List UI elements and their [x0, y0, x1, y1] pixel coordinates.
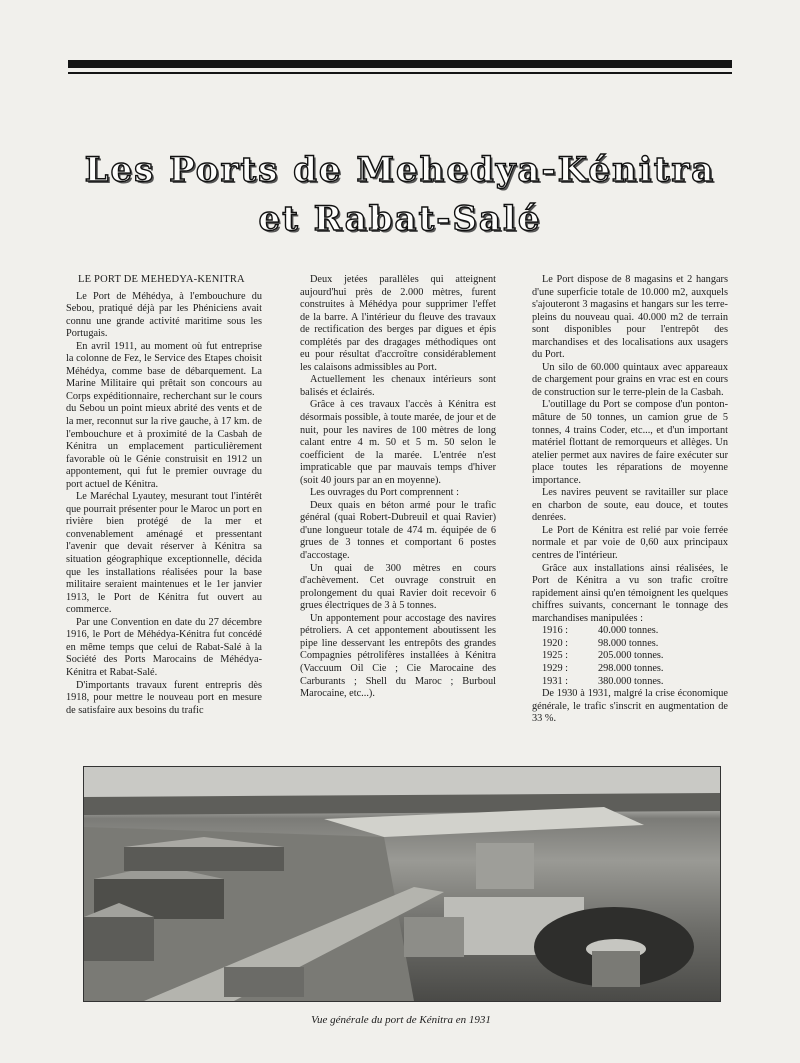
tonnage-year: 1929 :	[542, 662, 569, 674]
tonnage-value: 98.000 tonnes.	[598, 637, 659, 649]
text-column-1	[66, 274, 262, 717]
tonnage-value: 380.000 tonnes.	[598, 675, 664, 687]
tonnage-year: 1920 :	[542, 637, 569, 649]
paragraph: Le Port de Kénitra est relié par voie ferrée normale et par voie de 0,60 aux principaux centres de l'intérieur.	[532, 524, 728, 562]
tonnage-row	[532, 650, 728, 663]
tonnage-row	[532, 663, 728, 676]
tonnage-year: 1925 :	[542, 650, 569, 662]
paragraph: Deux quais en béton armé pour le trafic général (quai Robert-Dubreuil et quai Ravier) d'une longueur totale de 474 m. équipée de 6 grues de 3 tonnes et comportant 6 postes d'accostage.	[300, 499, 496, 562]
paragraph: Deux jetées parallèles qui atteignent aujourd'hui près de 2.000 mètres, furent construites à Méhédya pour supprimer l'effet de la barre. A l'intérieur du fleuve des travaux de rectification des berges par digues et épis complétés par des dragages méthodiques ont eu pour résultat d'accroître considérablement les calaisons admissibles au Port.	[300, 274, 496, 373]
port-photograph	[83, 766, 721, 1002]
port-photograph-illustration	[84, 767, 720, 1001]
paragraph: Le Port dispose de 8 magasins et 2 hangars d'une superficie totale de 10.000 m2, auxquels s'ajouteront 3 magasins et hangars sur les terre-pleins du nouveau quai. 40.000 m2 de terrain sont disponibles pour l'entrepôt des marchandises et des localisations aux usagers du Port.	[532, 274, 728, 361]
tonnage-list	[532, 625, 728, 688]
tonnage-value: 205.000 tonnes.	[598, 650, 664, 662]
tonnage-row	[532, 625, 728, 638]
photo-caption: Vue générale du port de Kénitra en 1931	[311, 1014, 491, 1026]
paragraph: Le Maréchal Lyautey, mesurant tout l'intérêt que pourrait présenter pour le Maroc un port en rivière bien protégé de la mer et convenablement aménagé et pressentant l'avenir que devait réserver à Kénitra sa situation géographique exceptionnelle, décida que les installations réalisées pour la base militaire seraient maintenues et le 1er janvier 1913, le Port de Kénitra fut ouvert au commerce.	[66, 491, 262, 616]
paragraph: Grâce aux installations ainsi réalisées, le Port de Kénitra a vu son trafic croître rapidement ainsi qu'en témoignent les quelques chiffres suivants, concernant le tonnage des marchandises manipulées :	[532, 562, 728, 624]
tonnage-row	[532, 638, 728, 651]
section-heading: LE PORT DE MEHEDYA-KENITRA	[78, 274, 245, 285]
article-title-line2: et Rabat-Salé	[258, 199, 542, 239]
paragraph: De 1930 à 1931, malgré la crise économique générale, le trafic s'inscrit en augmentation de 33 %.	[532, 688, 728, 725]
text-column-2	[300, 274, 496, 701]
tonnage-row	[532, 676, 728, 689]
paragraph: Les navires peuvent se ravitailler sur place en charbon de soute, eau douce, et toutes denrées.	[532, 487, 728, 524]
tonnage-value: 298.000 tonnes.	[598, 662, 664, 674]
header-rule-thin	[68, 72, 732, 74]
paragraph: Par une Convention en date du 27 décembre 1916, le Port de Méhédya-Kénitra fut concédé en même temps que celui de Rabat-Salé à la Société des Ports Marocains de Méhédya-Kénitra et Rabat-Salé.	[66, 616, 262, 678]
tonnage-year: 1916 :	[542, 625, 569, 637]
header-rule-thick	[68, 60, 732, 68]
paragraph: D'importants travaux furent entrepris dès 1918, pour mettre le nouveau port en mesure de satisfaire aux besoins du trafic	[66, 679, 262, 716]
paragraph: Un silo de 60.000 quintaux avec appareaux de chargement pour grains en vrac est en cours de construction sur le terre-plein de la Casbah.	[532, 361, 728, 398]
article-title-line1: Les Ports de Mehedya-Kénitra	[84, 150, 716, 190]
paragraph: Le Port de Méhédya, à l'embouchure du Sebou, pratiqué déjà par les Phéniciens avait connu une grande activité maritime sous les Portugais.	[66, 290, 262, 340]
paragraph: Un quai de 300 mètres en cours d'achèvement. Cet ouvrage construit en prolongement du quai Ravier doit recevoir 6 grues électriques de 3 à 5 tonnes.	[300, 562, 496, 612]
paragraph: Un appontement pour accostage des navires pétroliers. A cet appontement aboutissent les pipe line desservant les entrepôts des grandes Compagnies pétrolifères installées à Kénitra (Vaccuum Oil Cie ; Cie Marocaine des Carburants ; Shell du Maroc ; Burboul Marocaine, etc...).	[300, 612, 496, 700]
paragraph: Actuellement les chenaux intérieurs sont balisés et éclairés.	[300, 374, 496, 398]
paragraph: Grâce à ces travaux l'accès à Kénitra est désormais possible, à toute marée, de jour et de nuit, pour les navires de 100 mètres de long calant entre 4 m. 50 et 5 m. 50 selon le coefficient de la marée. L'entrée n'est impraticable que par mauvais temps d'hiver (soit 40 jours par an en moyenne).	[300, 399, 496, 486]
tonnage-value: 40.000 tonnes.	[598, 625, 659, 637]
paragraph: L'outillage du Port se compose d'un ponton-mâture de 50 tonnes, un camion grue de 5 tonnes, 4 trains Coder, etc..., et d'un important matériel flottant de remorqueurs et allèges. Un atelier permet aux navires de faire exécuter sur place toutes les réparations de moyenne importance.	[532, 399, 728, 486]
tonnage-year: 1931 :	[542, 675, 569, 687]
paragraph: En avril 1911, au moment où fut entreprise la colonne de Fez, le Service des Etapes choisit Méhédya, comme base de débarquement. La Marine Militaire qui prêtait son concours au Corps expéditionnaire, recherchant sur le cours du Sebou un point mieux abrité des vents et de la mer, reconnut sur la rive gauche, à 17 km. de l'embouchure et à proximité de la Casbah de Kénitra un emplacement particulièrement favorable où le Génie construisit en 1912 un appontement, qui fut le premier ouvrage du port actuel de Kénitra.	[66, 340, 262, 490]
paragraph: Les ouvrages du Port comprennent :	[310, 487, 459, 499]
text-column-3	[532, 274, 728, 726]
